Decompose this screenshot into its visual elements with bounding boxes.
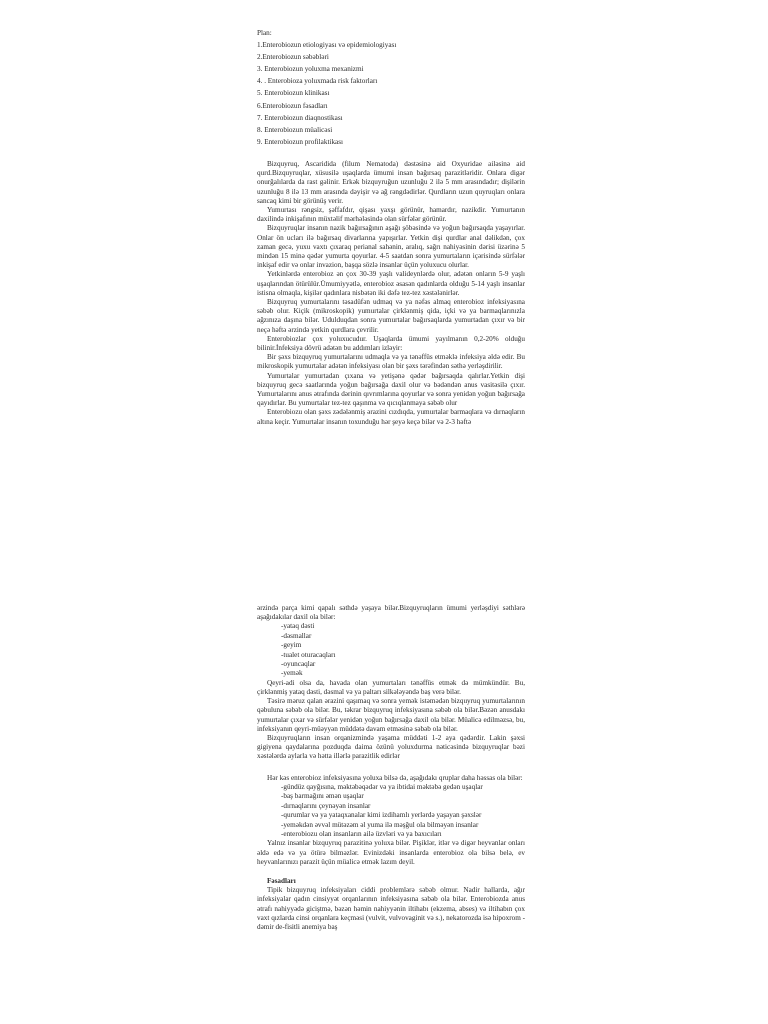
risk-groups-list — [257, 783, 525, 839]
list-item: -baş barmağını əmən uşaqlar — [281, 792, 364, 801]
paragraph: ərzində parça kimi qapalı səthdə yaşaya bilər.Bizquyruqların ümumi yerləşdiyi səthlərə aşağıdakılar daxil ola bilər: — [257, 604, 525, 622]
plan-item: 3. Enterobiozun yoluxma mexanizmi — [257, 65, 364, 74]
plan-item: 6.Enterobiozun fəsadları — [257, 101, 328, 110]
paragraph: Tipik bizquyruq infeksiyaları ciddi problemlərə səbəb olmur. Nadir hallarda, ağır infeksiyalar qadın cinsiyyət orqanlarının infeksiyasına səbəb ola bilər. Enterobiozda anus ətrafı nahiyyədə giciştmə, bəzən həmin nahiyyənin iltihabı (ekzema, abses) və iltihabın çox vaxt qızlarda cinsi orqanlara keçməsi (vulvit, vulvovaginit və s.), nekatorozda isə hipoxrom - dəmir de-fisitli anemiya baş — [257, 886, 525, 931]
list-item: -tualet oturacaqları — [281, 650, 336, 659]
list-item: -yeməkdən əvvəl mütəzəm əl yuma ilə məşğul ola bilməyən insanlar — [281, 820, 479, 829]
paragraph: Enterobiozlar çox yoluxucudur. Uşaqlarda ümumi yayılmanın 0,2-20% olduğu bilinir.İnfeksiya dövrü adətən bu addımları izləyir: — [257, 334, 525, 352]
list-item: -qurumlar və ya yataqxanalar kimi izdihamlı yerlərdə yaşayan şəxslər — [281, 811, 482, 820]
list-item: -yataq dəsti — [281, 622, 315, 631]
paragraph: Hər kəs enterobioz infeksiyasına yoluxa bilsə də, aşağıdakı qruplar daha həssas ola bilər: — [267, 773, 523, 782]
paragraph: Təsirə məruz qalan ərazini qaşımaq və sonra yemək istəmədən bizquyruq yumurtalarının qəbuluna səbəb ola bilər. Bu, təkrar bizquyruq infeksiyasına səbəb ola bilər.Bəzən anusdakı yumurtalar çıxar və sürfələr yenidən yoğun bağırsağa daxil ola bilər. Müalicə edilməzsə, bu, infeksiyanın qeyri-müəyyən müddətə davam etməsinə səbəb ola bilər. — [257, 697, 525, 733]
paragraph: Bizquyruqların insan orqanizmində yaşama müddəti 1-2 aya qədərdir. Lakin şəxsi gigiyena qaydalarına pozduqda daima özünü yoluxdurma nəticəsində bizquyruqlar bəzi xəstələrdə aylarla və hətta illərlə parazitlik edirlər — [257, 734, 525, 761]
plan-item: 8. Enterobiozun müalicəsi — [257, 125, 333, 134]
paragraph: Yetkinlərdə enterobioz ən çox 30-39 yaşlı valideynlərdə olur, adətən onların 5-9 yaşlı uşaqlarından ötürülür.Ümumiyyətlə, enterobioz əsasən qadınlarda olduğu 5-14 yaşlı insanlar istisna olmaqla, kişilər qadınlara nisbətən iki dəfə tez-tez xəstələnirlər. — [257, 270, 525, 297]
section-heading: Fəsadları — [267, 876, 296, 885]
list-item: -yemək — [281, 669, 303, 678]
page-2-text-column — [257, 604, 525, 932]
plan-title: Plan: — [257, 29, 272, 37]
paragraph: Bir şəxs bizquyruq yumurtalarını udmaqla və ya tənəffüs etməklə infeksiya əldə edir. Bu mikroskopik yumurtalar adətən infeksiyası olan bir şəxs tərəfindən səthə yerləşdirilir. — [257, 353, 525, 371]
surfaces-list — [257, 622, 525, 678]
plan-item: 1.Enterobiozun etiologiyası və epidemiologiyası — [257, 41, 397, 50]
plan-list — [257, 39, 525, 148]
plan-item: 4. . Enterobioza yoluxmada risk faktorları — [257, 77, 378, 86]
paragraph: Qeyri-adi olsa da, havada olan yumurtaları tənəffüs etmək də mümkündür. Bu, çirklənmiş yataq dəsti, dəsmal və ya paltarı silkələyəndə baş verə bilər. — [257, 678, 525, 697]
paragraph: Bizquyruqlar insanın nazik bağırsağının aşağı şöbəsində və yoğun bağırsaqda yaşayırlar. Onlar ön ucları ilə bağırsaq divarlarına yapışırlar. Yetkin dişi qurdlar anal dəlikdən, çox zaman gecə, yuxu vaxtı çıxaraq perianal sahənin, aralıq, sağrı nahiyəsinin dərisi üzərinə 5 mindən 15 minə qədər yumurta qoyurlar. 4-5 saatdan sonra yumurtaların içərisində sürfələr inkişaf edir və onlar invazion, başqa sözlə insanlar üçün yoluxucu olurlar. — [257, 224, 525, 270]
plan-item: 2.Enterobiozun səbəbləri — [257, 53, 329, 62]
list-item: -dəsmallar — [281, 631, 312, 640]
list-item: -gündüz qayğısına, məktəbəqədər və ya ibtidai məktəbə gedən uşaqlar — [281, 782, 483, 791]
paragraph: Bizquyruq, Ascaridida (filum Nematoda) dəstəsinə aid Oxyuridae ailəsinə aid qurd.Bizquyruqlar, xüsusilə uşaqlarda ümumi insan bağırsaq parazitləridir. Onlara digər onurğalılarda da rast gəlinir. Erkək bizquyruğun uzunluğu 2 ilə 5 mm arasındadır; dişilərin uzunluğu 8 ilə 13 mm arasında dəyişir və ağ rəngdədirlər. Qurdların uzun quyruqları onlara sancaq kimi bir görünüş verir. — [257, 159, 525, 205]
page-1-text-column — [257, 27, 525, 427]
list-item: -geyim — [281, 641, 302, 650]
list-item: -oyuncaqlar — [281, 660, 316, 669]
document-page-2 — [0, 590, 768, 1024]
paragraph: Yumurtalar yumurtadan çıxana və yetişənə qədər bağırsaqda qalırlar.Yetkin dişi bizquyruq gecə saatlarında yoğun bağırsağa daxil olur və bədəndən anus vasitəsilə çıxır. Yumurtalarını anus ətrafında dərinin qıvrımlarına qoyurlar və sonra yenidən yoğun bağırsağa qayıdırlar. Bu yumurtalar tez-tez qaşınma və qıcıqlanmaya səbəb olur — [257, 371, 525, 408]
paragraph: Enterobiozu olan şəxs zədələnmiş ərazini cızdıqda, yumurtalar barmaqlara və dırnaqların altına keçir. Yumurtalar insanın toxunduğu hər şeyə keçə bilər və 2-3 həftə — [257, 408, 525, 426]
paragraph: Bizquyruq yumurtalarını təsadüfən udmaq və ya nəfəs almaq enterobioz infeksiyasına səbəb olur. Kiçik (mikroskopik) yumurtalar çirklənmiş qida, içki və ya barmaqlarınızla ağzınıza daşına bilər. Udulduqdan sonra yumurtalar bağırsaqlarda yumurtadan çıxır və bir neçə həftə ərzində yetkin qurdlara çevrilir. — [257, 297, 525, 334]
paragraph: Yumurtası rəngsiz, şəffafdır, qişası yaxşı görünür, hamardır, nazikdir. Yumurtanın daxilində inkişafının müxtəlif mərhələsində olan sürfələr görünür. — [257, 205, 525, 224]
list-item: -dırnaqlarını çeynəyən insanlar — [281, 801, 371, 810]
plan-item: 7. Enterobiozun diaqnostikası — [257, 113, 343, 122]
list-item: -enterobiozu olan insanların ailə üzvləri və ya baxıcıları — [281, 829, 442, 838]
plan-item: 5. Enterobiozun klinikası — [257, 89, 330, 98]
paragraph: Yalnız insanlar bizquyruq parazitinə yoluxa bilər. Pişiklər, itlər və digər heyvanlar onları əldə edə və ya ötürə bilməzlər. Evinizdəki insanlarda enterobioz ola bilsə belə, ev heyvanlarınızı parazit üçün müalicə etmək lazım deyil. — [257, 839, 525, 866]
plan-item: 9. Enterobiozun profilaktikası — [257, 137, 344, 146]
